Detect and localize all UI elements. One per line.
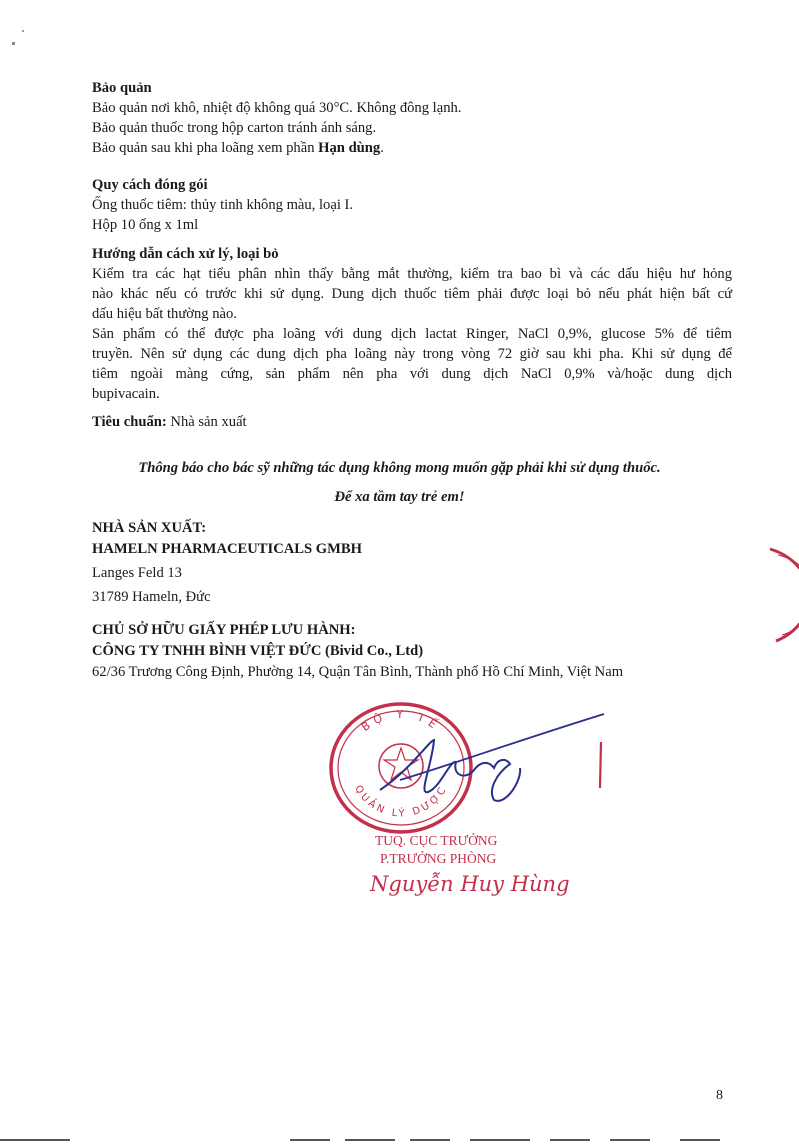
signature-ink-icon (370, 710, 610, 820)
disposal-p2-line-1: Sản phẩm có thể được pha loãng với dung dịch lactat Ringer, NaCl 0,9%, glucose 5% để tiêm (92, 326, 732, 342)
storage-heading: Bảo quản (92, 80, 152, 96)
stamp-line-1: TUQ. CỤC TRƯỞNG (375, 833, 498, 848)
packaging-heading: Quy cách đóng gói (92, 177, 208, 193)
storage-line-3-suffix: . (380, 140, 384, 156)
disposal-section (92, 244, 732, 404)
manufacturer-name: HAMELN PHARMACEUTICALS GMBH (92, 541, 362, 557)
stamp-signature-name: Nguyễn Huy Hùng (370, 872, 570, 896)
svg-text:BỘ Y TẾ: BỘ Y TẾ (359, 707, 443, 734)
disposal-p2-line-2: truyền. Nên sử dụng các dung dịch pha loãng này trong vòng 72 giờ sau khi pha. Khi sử dụng để (92, 346, 732, 362)
disposal-p1-line-2: nào khác nếu có trước khi sử dụng. Dung dịch thuốc tiêm phải được loại bỏ nếu phát hiện bất cứ (92, 286, 732, 302)
bottom-rule (290, 1139, 330, 1141)
bottom-rule (470, 1139, 530, 1141)
bottom-rule (550, 1139, 590, 1141)
notice-children: Để xa tầm tay trẻ em! (334, 489, 465, 505)
scan-dot (12, 42, 15, 45)
notice-doctor: Thông báo cho bác sỹ những tác dụng không mong muốn gặp phải khi sử dụng thuốc. (138, 460, 661, 476)
packaging-line-2: Hộp 10 ống x 1ml (92, 217, 199, 233)
stamp-line-2: P.TRƯỞNG PHÒNG (380, 851, 497, 866)
manufacturer-address-2: 31789 Hameln, Đức (92, 589, 211, 605)
disposal-p1-line-1: Kiểm tra các hạt tiểu phân nhìn thấy bằng mắt thường, kiểm tra bao bì và các dấu hiệu hư hỏng (92, 266, 732, 282)
packaging-section (92, 175, 732, 235)
manufacturer-heading: NHÀ SẢN XUẤT: (92, 520, 207, 536)
disposal-p1-line-3: dấu hiệu bất thường nào. (92, 306, 237, 322)
bottom-rule (410, 1139, 450, 1141)
license-holder-name: CÔNG TY TNHH BÌNH VIỆT ĐỨC (Bivid Co., Ltd) (92, 643, 424, 659)
page-number: 8 (716, 1088, 723, 1103)
manufacturer-section (92, 518, 732, 608)
license-holder-heading: CHỦ SỞ HỮU GIẤY PHÉP LƯU HÀNH: (92, 622, 356, 638)
svg-text:QUẢN LÝ DƯỢC: QUẢN LÝ DƯỢC (352, 783, 450, 820)
storage-line-3-bold: Hạn dùng (318, 140, 381, 156)
standard-label: Tiêu chuẩn: (92, 414, 167, 430)
scan-dot (22, 30, 24, 32)
packaging-line-1: Ống thuốc tiêm: thủy tinh không màu, loại I. (92, 197, 354, 213)
bottom-rule (680, 1139, 720, 1141)
disposal-p2-line-3: tiêm ngoài màng cứng, sản phẩm nên pha với dung dịch NaCl 0,9% và/hoặc dung dịch (92, 366, 732, 382)
storage-line-3 (92, 138, 732, 158)
ink-mark-icon (597, 740, 605, 790)
license-holder-section (92, 620, 732, 683)
storage-section (92, 78, 732, 158)
edge-seal-icon (764, 545, 799, 645)
manufacturer-address-1: Langes Feld 13 (92, 565, 182, 581)
storage-line-1: Bảo quản nơi khô, nhiệt độ không quá 30°C. Không đông lạnh. (92, 100, 462, 116)
disposal-p2-line-4: bupivacain. (92, 386, 160, 402)
standard-value: Nhà sản xuất (166, 414, 247, 430)
storage-line-3-prefix: Bảo quản sau khi pha loãng xem phần (92, 140, 319, 156)
standard-line (92, 412, 732, 432)
storage-line-2: Bảo quản thuốc trong hộp carton tránh ánh sáng. (92, 120, 377, 136)
bottom-rule (610, 1139, 650, 1141)
license-holder-address: 62/36 Trương Công Định, Phường 14, Quận Tân Bình, Thành phố Hồ Chí Minh, Việt Nam (92, 664, 624, 680)
bottom-rule (345, 1139, 395, 1141)
disposal-heading: Hướng dẫn cách xử lý, loại bỏ (92, 246, 279, 262)
bottom-rule (0, 1139, 70, 1141)
